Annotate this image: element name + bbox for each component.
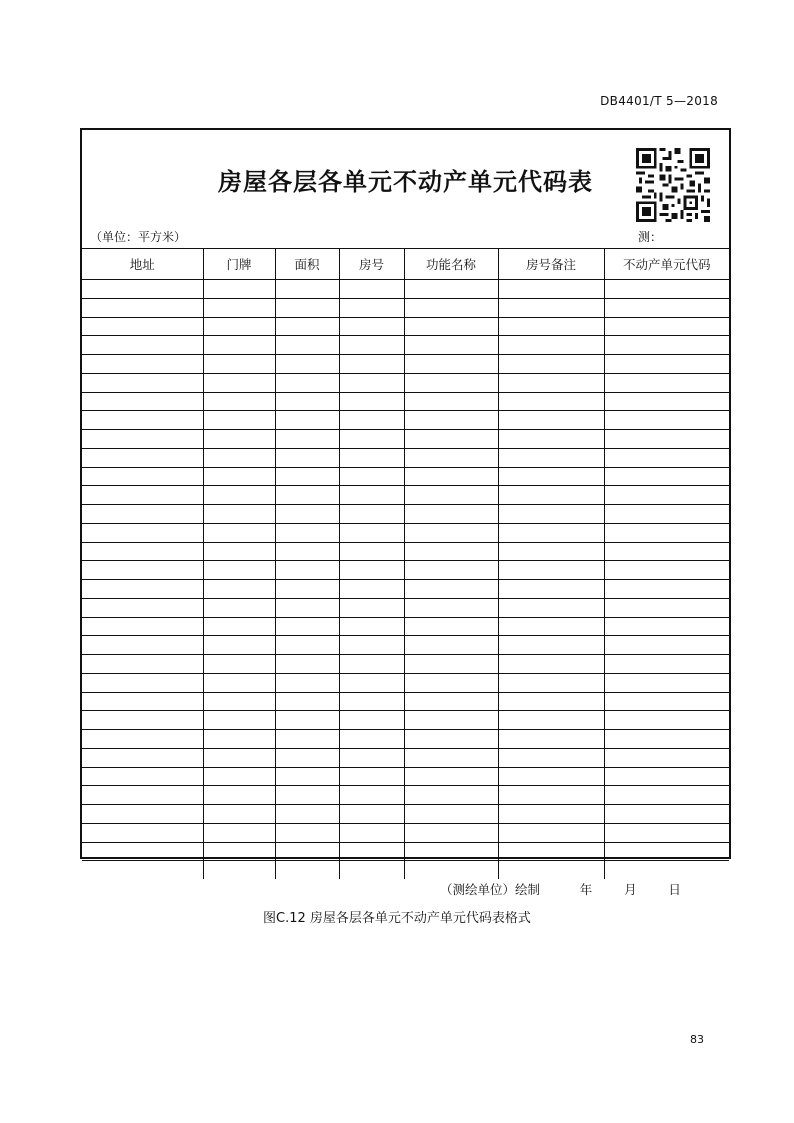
table-cell [604, 805, 729, 824]
table-cell [604, 692, 729, 711]
table-cell [404, 430, 498, 449]
table-cell [275, 317, 339, 336]
table-cell [404, 392, 498, 411]
table-cell [82, 692, 203, 711]
table-cell [604, 617, 729, 636]
table-cell [498, 673, 604, 692]
table-cell [604, 542, 729, 561]
table-cell [498, 542, 604, 561]
table-cell [404, 542, 498, 561]
table-cell [275, 580, 339, 599]
table-cell [82, 580, 203, 599]
table-cell [498, 298, 604, 317]
table-cell [339, 805, 404, 824]
table-cell [275, 673, 339, 692]
table-row [82, 355, 729, 374]
table-cell [404, 767, 498, 786]
column-header-room-number: 房号 [339, 249, 404, 280]
table-cell [339, 392, 404, 411]
table-cell [339, 561, 404, 580]
table-cell [404, 636, 498, 655]
table-cell [604, 842, 729, 861]
table-cell [498, 805, 604, 824]
table-cell [404, 336, 498, 355]
table-cell [82, 523, 203, 542]
table-cell [604, 598, 729, 617]
table-cell [82, 298, 203, 317]
table-cell [82, 655, 203, 674]
table-cell [404, 617, 498, 636]
table-cell [275, 523, 339, 542]
table-cell [604, 336, 729, 355]
table-cell [82, 505, 203, 524]
table-cell [604, 448, 729, 467]
table-cell [275, 823, 339, 842]
table-cell [203, 336, 275, 355]
table-cell [82, 336, 203, 355]
table-cell [339, 861, 404, 879]
table-cell [339, 767, 404, 786]
form-title: 房屋各层各单元不动产单元代码表 [218, 168, 593, 196]
table-cell [82, 542, 203, 561]
table-cell [404, 786, 498, 805]
table-row [82, 542, 729, 561]
table-cell [604, 730, 729, 749]
signature-line [440, 880, 681, 898]
table-cell [498, 561, 604, 580]
qr-code-icon [636, 148, 710, 222]
table-cell [275, 373, 339, 392]
unit-code-table [82, 248, 729, 879]
table-cell [498, 692, 604, 711]
table-cell [275, 861, 339, 879]
table-cell [604, 355, 729, 374]
table-cell [339, 580, 404, 599]
table-cell [82, 711, 203, 730]
table-cell [275, 505, 339, 524]
table-cell [203, 767, 275, 786]
table-cell [82, 786, 203, 805]
table-cell [604, 467, 729, 486]
table-row [82, 748, 729, 767]
table-row [82, 655, 729, 674]
table-row [82, 280, 729, 299]
table-cell [275, 692, 339, 711]
table-row [82, 298, 729, 317]
table-cell [275, 280, 339, 299]
table-row [82, 767, 729, 786]
table-cell [604, 486, 729, 505]
table-cell [339, 617, 404, 636]
year-label: 年 [579, 882, 593, 897]
table-row [82, 486, 729, 505]
table-cell [498, 373, 604, 392]
table-row [82, 861, 729, 879]
table-cell [275, 786, 339, 805]
table-cell [498, 467, 604, 486]
table-cell [339, 711, 404, 730]
table-cell [203, 711, 275, 730]
table-cell [339, 298, 404, 317]
table-cell [82, 598, 203, 617]
table-cell [404, 298, 498, 317]
table-cell [339, 280, 404, 299]
table-cell [404, 673, 498, 692]
day-label: 日 [668, 882, 681, 897]
table-cell [404, 823, 498, 842]
table-cell [82, 842, 203, 861]
table-cell [203, 673, 275, 692]
month-label: 月 [624, 882, 637, 897]
table-cell [275, 767, 339, 786]
table-row [82, 561, 729, 580]
table-cell [339, 748, 404, 767]
table-cell [498, 842, 604, 861]
table-cell [275, 598, 339, 617]
table-cell [203, 373, 275, 392]
table-cell [82, 805, 203, 824]
table-cell [404, 467, 498, 486]
table-row [82, 842, 729, 861]
table-cell [203, 842, 275, 861]
table-cell [604, 748, 729, 767]
table-cell [82, 373, 203, 392]
table-cell [82, 561, 203, 580]
table-cell [404, 748, 498, 767]
figure-caption: 图C.12 房屋各层各单元不动产单元代码表格式 [263, 911, 531, 926]
table-cell [498, 317, 604, 336]
table-cell [339, 373, 404, 392]
table-cell [498, 336, 604, 355]
table-cell [339, 430, 404, 449]
table-cell [498, 767, 604, 786]
table-body [82, 280, 729, 880]
table-cell [498, 505, 604, 524]
table-cell [82, 861, 203, 879]
table-cell [203, 448, 275, 467]
table-cell [604, 580, 729, 599]
table-cell [498, 280, 604, 299]
table-cell [339, 598, 404, 617]
table-cell [203, 280, 275, 299]
table-cell [604, 655, 729, 674]
table-cell [203, 823, 275, 842]
table-row [82, 411, 729, 430]
table-cell [604, 373, 729, 392]
table-cell [203, 430, 275, 449]
table-cell [604, 786, 729, 805]
table-cell [498, 730, 604, 749]
table-cell [82, 317, 203, 336]
table-cell [404, 598, 498, 617]
table-row [82, 636, 729, 655]
table-cell [203, 542, 275, 561]
table-cell [604, 411, 729, 430]
table-cell [275, 805, 339, 824]
table-cell [498, 748, 604, 767]
table-cell [604, 523, 729, 542]
column-header-function-name: 功能名称 [404, 249, 498, 280]
surveyor-label: （测绘单位）绘制 [440, 882, 541, 897]
table-cell [82, 636, 203, 655]
table-cell [203, 861, 275, 879]
table-cell [404, 805, 498, 824]
table-cell [604, 561, 729, 580]
table-cell [82, 823, 203, 842]
table-cell [275, 392, 339, 411]
table-cell [404, 505, 498, 524]
table-cell [339, 505, 404, 524]
table-cell [498, 861, 604, 879]
table-row [82, 467, 729, 486]
table-cell [82, 673, 203, 692]
table-cell [498, 448, 604, 467]
table-cell [498, 617, 604, 636]
table-row [82, 317, 729, 336]
table-cell [275, 486, 339, 505]
table-cell [339, 486, 404, 505]
table-cell [203, 355, 275, 374]
table-cell [404, 317, 498, 336]
table-row [82, 786, 729, 805]
table-cell [604, 823, 729, 842]
table-cell [498, 486, 604, 505]
table-cell [498, 430, 604, 449]
table-cell [203, 598, 275, 617]
table-cell [404, 842, 498, 861]
table-row [82, 617, 729, 636]
table-row [82, 692, 729, 711]
table-cell [604, 673, 729, 692]
table-cell [604, 861, 729, 879]
table-cell [404, 355, 498, 374]
table-cell [404, 711, 498, 730]
table-cell [203, 730, 275, 749]
column-header-address: 地址 [82, 249, 203, 280]
table-cell [275, 617, 339, 636]
table-cell [275, 336, 339, 355]
table-cell [498, 711, 604, 730]
table-cell [498, 355, 604, 374]
table-cell [275, 655, 339, 674]
table-row [82, 805, 729, 824]
table-cell [275, 298, 339, 317]
table-row [82, 598, 729, 617]
table-cell [498, 523, 604, 542]
table-cell [498, 823, 604, 842]
form-box [80, 128, 731, 859]
table-cell [82, 355, 203, 374]
table-cell [275, 430, 339, 449]
table-cell [604, 636, 729, 655]
table-cell [498, 636, 604, 655]
table-cell [203, 298, 275, 317]
table-cell [275, 842, 339, 861]
table-cell [275, 411, 339, 430]
table-cell [404, 373, 498, 392]
table-cell [498, 392, 604, 411]
table-cell [339, 730, 404, 749]
table-cell [203, 580, 275, 599]
table-cell [339, 411, 404, 430]
column-header-area: 面积 [275, 249, 339, 280]
table-cell [203, 786, 275, 805]
table-cell [275, 636, 339, 655]
table-cell [203, 317, 275, 336]
table-cell [404, 655, 498, 674]
table-cell [604, 298, 729, 317]
table-cell [404, 561, 498, 580]
unit-note: （单位：平方米） [90, 230, 187, 244]
table-cell [275, 355, 339, 374]
standard-code: DB4401/T 5—2018 [600, 94, 718, 108]
table-cell [82, 280, 203, 299]
table-cell [339, 317, 404, 336]
table-cell [82, 448, 203, 467]
table-cell [604, 767, 729, 786]
table-cell [203, 561, 275, 580]
table-cell [82, 392, 203, 411]
table-cell [339, 523, 404, 542]
table-cell [604, 280, 729, 299]
table-row [82, 430, 729, 449]
table-cell [203, 636, 275, 655]
table-cell [275, 561, 339, 580]
table-row [82, 730, 729, 749]
table-row [82, 392, 729, 411]
column-header-room-remark: 房号备注 [498, 249, 604, 280]
table-cell [339, 673, 404, 692]
table-cell [203, 505, 275, 524]
table-cell [339, 448, 404, 467]
table-cell [498, 786, 604, 805]
table-cell [339, 655, 404, 674]
table-cell [498, 598, 604, 617]
table-cell [82, 767, 203, 786]
table-cell [82, 748, 203, 767]
table-cell [339, 636, 404, 655]
table-cell [498, 655, 604, 674]
table-cell [82, 430, 203, 449]
table-cell [203, 748, 275, 767]
table-cell [339, 336, 404, 355]
table-cell [275, 467, 339, 486]
table-cell [604, 711, 729, 730]
table-cell [404, 411, 498, 430]
table-row [82, 505, 729, 524]
column-header-unit-code: 不动产单元代码 [604, 249, 729, 280]
table-cell [203, 523, 275, 542]
table-cell [339, 542, 404, 561]
table-cell [82, 486, 203, 505]
table-row [82, 448, 729, 467]
table-cell [82, 467, 203, 486]
table-cell [339, 786, 404, 805]
table-cell [604, 505, 729, 524]
table-cell [203, 655, 275, 674]
table-cell [275, 542, 339, 561]
table-row [82, 336, 729, 355]
table-cell [82, 617, 203, 636]
table-cell [404, 730, 498, 749]
table-cell [339, 467, 404, 486]
table-cell [404, 692, 498, 711]
table-row [82, 523, 729, 542]
table-cell [275, 730, 339, 749]
table-cell [604, 430, 729, 449]
table-cell [404, 280, 498, 299]
table-header-row [82, 249, 729, 280]
table-cell [82, 411, 203, 430]
table-cell [604, 317, 729, 336]
column-header-door-plate: 门牌 [203, 249, 275, 280]
table-cell [339, 692, 404, 711]
table-cell [203, 392, 275, 411]
table-cell [404, 486, 498, 505]
table-row [82, 373, 729, 392]
measure-note: 测： [638, 230, 663, 244]
table-row [82, 711, 729, 730]
table-cell [203, 692, 275, 711]
table-cell [604, 392, 729, 411]
table-cell [339, 355, 404, 374]
table-cell [275, 711, 339, 730]
table-cell [203, 617, 275, 636]
table-cell [203, 467, 275, 486]
table-cell [498, 411, 604, 430]
table-cell [404, 861, 498, 879]
table-cell [498, 580, 604, 599]
table-cell [404, 448, 498, 467]
table-cell [404, 580, 498, 599]
table-cell [203, 805, 275, 824]
table-row [82, 823, 729, 842]
table-cell [339, 823, 404, 842]
table-cell [275, 448, 339, 467]
page-number: 83 [690, 1033, 704, 1046]
table-row [82, 580, 729, 599]
table-row [82, 673, 729, 692]
table-cell [404, 523, 498, 542]
table-cell [339, 842, 404, 861]
table-cell [82, 730, 203, 749]
table-cell [275, 748, 339, 767]
table-cell [203, 486, 275, 505]
table-cell [203, 411, 275, 430]
